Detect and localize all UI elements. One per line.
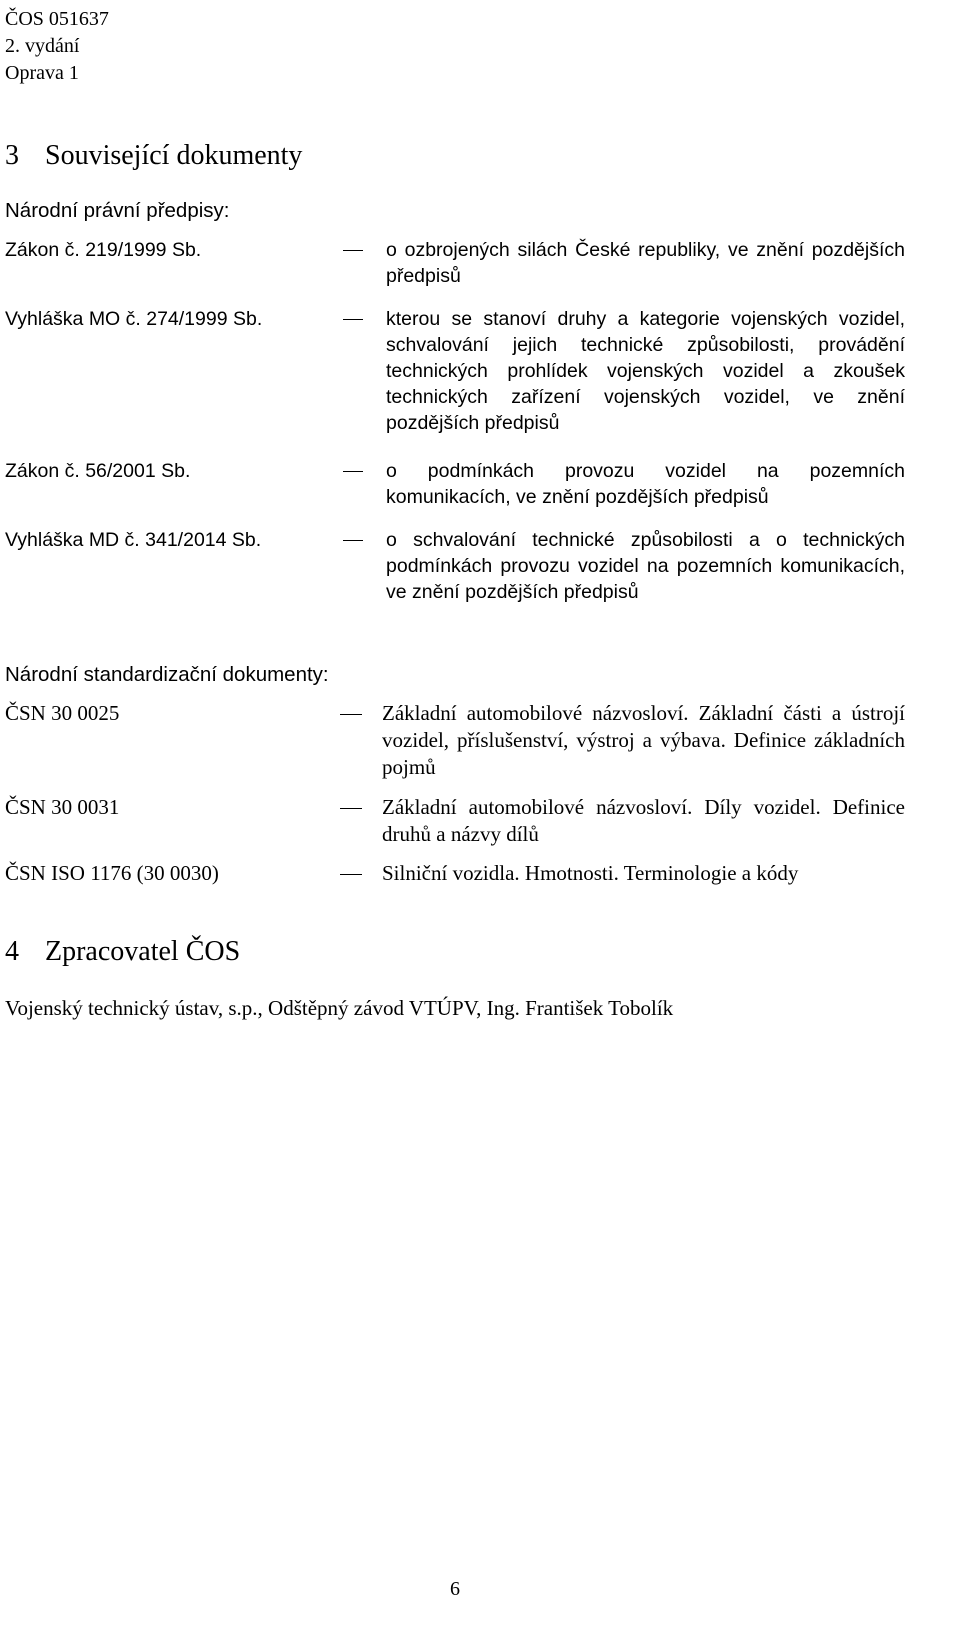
dash: [340, 306, 386, 436]
legal-item-text: o podmínkách provozu vozidel na pozemních komunikacích, ve znění pozdějších předpisů: [386, 460, 905, 508]
standard-item: [5, 794, 955, 848]
legal-item-text: kterou se stanoví druhy a kategorie vojenských vozidel, schvalování jejich technické způsobilosti, provádění technických prohlídek vojenských vozidel a zkoušek technických zařízení vojenských vozidel, ve znění pozdějších předpisů: [386, 308, 905, 434]
standard-item: [5, 860, 955, 887]
dash: [340, 860, 382, 887]
legal-item-text: o ozbrojených silách České republiky, ve znění pozdějších předpisů: [386, 239, 905, 287]
standard-item-label: ČSN 30 0025: [5, 701, 120, 725]
edition: 2. vydání: [5, 35, 80, 57]
legal-item: [5, 458, 955, 510]
standards-heading: Národní standardizační dokumenty:: [5, 663, 329, 686]
dash: [340, 237, 386, 289]
standard-item-label: ČSN ISO 1176 (30 0030): [5, 861, 219, 885]
legal-item-label: Vyhláška MO č. 274/1999 Sb.: [5, 308, 263, 330]
standard-item-text: Základní automobilové názvosloví. Díly vozidel. Definice druhů a názvy dílů: [382, 795, 905, 846]
legal-item-label: Zákon č. 219/1999 Sb.: [5, 239, 202, 261]
page-number: 6: [450, 1578, 460, 1600]
legal-item: [5, 306, 955, 436]
legal-item-label: Zákon č. 56/2001 Sb.: [5, 460, 191, 482]
standard-item-text: Základní automobilové názvosloví. Základní části a ústrojí vozidel, příslušenství, výstroj a výbava. Definice základních pojmů: [382, 701, 905, 779]
section-3-heading: [5, 139, 302, 173]
legal-heading: Národní právní předpisy:: [5, 199, 230, 222]
dash: [340, 700, 382, 781]
section-4-heading: [5, 935, 240, 969]
section-3-number: 3: [5, 140, 19, 171]
legal-item-text: o schvalování technické způsobilosti a o technických podmínkách provozu vozidel na pozemních komunikacích, ve znění pozdějších předpisů: [386, 529, 905, 603]
standard-item: [5, 700, 955, 781]
legal-item: [5, 237, 955, 289]
section-4-title: Zpracovatel ČOS: [45, 936, 241, 967]
standard-item-text: Silniční vozidla. Hmotnosti. Terminologie a kódy: [382, 861, 799, 885]
amendment: Oprava 1: [5, 62, 79, 84]
legal-item-label: Vyhláška MD č. 341/2014 Sb.: [5, 529, 262, 551]
dash: [340, 794, 382, 848]
standard-item-label: ČSN 30 0031: [5, 795, 120, 819]
dash: [340, 458, 386, 510]
legal-item: [5, 527, 955, 605]
dash: [340, 527, 386, 605]
section-4-number: 4: [5, 936, 19, 967]
section-3-title: Související dokumenty: [45, 140, 303, 171]
document-header: [5, 6, 109, 87]
section-4-text: Vojenský technický ústav, s.p., Odštěpný závod VTÚPV, Ing. František Tobolík: [5, 996, 674, 1020]
document-id: ČOS 051637: [5, 8, 109, 30]
